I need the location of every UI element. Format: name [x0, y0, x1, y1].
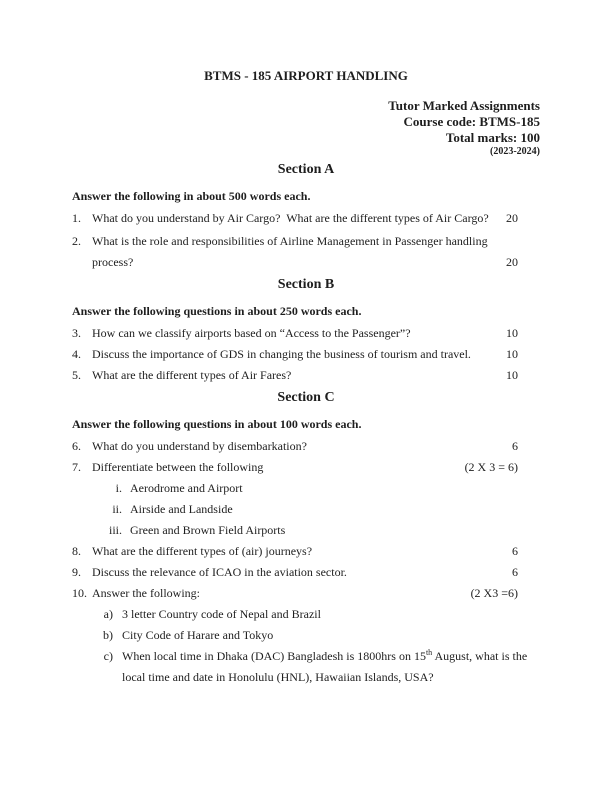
section-c-heading: Section C: [277, 390, 335, 405]
section-c-instruction: Answer the following questions in about 100 words each.: [72, 417, 362, 431]
document-title: BTMS - 185 AIRPORT HANDLING: [204, 68, 408, 83]
question-10: [72, 583, 540, 604]
question-3-text: How can we classify airports based on “Access to the Passenger”?: [92, 326, 411, 340]
question-1: [72, 208, 540, 229]
question-5: [72, 365, 540, 386]
subitem-iii-label: iii.: [108, 523, 122, 537]
question-4-number: 4.: [72, 347, 81, 361]
question-10-subitem-a: [72, 604, 540, 625]
assignment-info-block: [72, 98, 540, 158]
question-2-text: What is the role and responsibilities of Airline Management in Passenger handling: [92, 234, 488, 248]
subitem-b-text: City Code of Harare and Tokyo: [122, 628, 274, 642]
ordinal-superscript: th: [425, 648, 433, 657]
subitem-c-text-line2: local time and date in Honolulu (HNL), Hawaiian Islands, USA?: [122, 670, 434, 684]
question-2-indent-spacer: [72, 252, 92, 273]
question-6-text: What do you understand by disembarkation?: [92, 439, 307, 453]
question-10-subitem-c: [72, 646, 540, 667]
subitem-a-label: a): [103, 607, 113, 621]
question-10-marks: (2 X3 =6): [470, 586, 518, 600]
question-1-text: What do you understand by Air Cargo? What are the different types of Air Cargo?: [92, 211, 489, 225]
question-5-text: What are the different types of Air Fares?: [92, 368, 292, 382]
section-a-instruction: Answer the following in about 500 words each.: [72, 189, 311, 203]
question-7-text: Differentiate between the following: [92, 460, 264, 474]
question-3-marks: 10: [506, 326, 518, 340]
subitem-b-label: b): [103, 628, 113, 642]
subitem-c-text: [122, 646, 540, 667]
question-10-number: 10.: [72, 586, 87, 600]
subitem-c-indent-spacer: [72, 667, 113, 688]
question-8-number: 8.: [72, 544, 81, 558]
question-8-text: What are the different types of (air) journeys?: [92, 544, 313, 558]
subitem-i-text: Aerodrome and Airport: [130, 481, 243, 495]
subitem-i-label: i.: [115, 481, 122, 495]
question-10-subitem-c-line2: [72, 667, 540, 688]
question-6: [72, 436, 540, 457]
subitem-iii-text: Green and Brown Field Airports: [130, 523, 286, 537]
question-10-text: Answer the following:: [92, 586, 200, 600]
question-4-text: Discuss the importance of GDS in changing the business of tourism and travel.: [92, 347, 471, 361]
question-7-subitem-iii: [72, 520, 540, 541]
question-5-number: 5.: [72, 368, 81, 382]
question-1-marks: 20: [506, 211, 518, 225]
subitem-a-text: 3 letter Country code of Nepal and Brazil: [122, 607, 321, 621]
question-2-continuation: [72, 252, 540, 273]
question-3-number: 3.: [72, 326, 81, 340]
subitem-ii-label: ii.: [112, 502, 122, 516]
question-4: [72, 344, 540, 365]
question-8-marks: 6: [512, 544, 518, 558]
question-1-number: 1.: [72, 211, 81, 225]
question-5-marks: 10: [506, 368, 518, 382]
question-7-marks: (2 X 3 = 6): [464, 460, 518, 474]
question-4-marks: 10: [506, 347, 518, 361]
assignment-type-line: Tutor Marked Assignments: [388, 98, 540, 113]
question-8: [72, 541, 540, 562]
question-6-marks: 6: [512, 439, 518, 453]
question-7: [72, 457, 540, 478]
section-b-instruction: Answer the following questions in about 250 words each.: [72, 304, 362, 318]
question-2-number: 2.: [72, 234, 81, 248]
question-7-subitem-ii: [72, 499, 540, 520]
subitem-c-label: c): [103, 649, 113, 663]
question-3: [72, 323, 540, 344]
question-9-text: Discuss the relevance of ICAO in the aviation sector.: [92, 565, 347, 579]
question-2: [72, 231, 540, 252]
subitem-c-text-pre: When local time in Dhaka (DAC) Bangladesh is 1800hrs on 15: [122, 649, 426, 663]
subitem-c-text-post: August, what is the: [432, 649, 528, 663]
course-code-line: Course code: BTMS-185: [403, 114, 540, 129]
question-7-subitem-i: [72, 478, 540, 499]
question-9-number: 9.: [72, 565, 81, 579]
question-9: [72, 562, 540, 583]
section-a-heading: Section A: [277, 162, 335, 177]
question-10-subitem-b: [72, 625, 540, 646]
total-marks-line: Total marks: 100: [445, 130, 540, 145]
question-2-marks: 20: [506, 255, 518, 269]
question-7-number: 7.: [72, 460, 81, 474]
session-year: (2023-2024): [490, 146, 540, 157]
question-6-number: 6.: [72, 439, 81, 453]
question-9-marks: 6: [512, 565, 518, 579]
question-2-text-line2: process?: [92, 255, 134, 269]
subitem-ii-text: Airside and Landside: [130, 502, 233, 516]
section-b-heading: Section B: [277, 277, 335, 292]
